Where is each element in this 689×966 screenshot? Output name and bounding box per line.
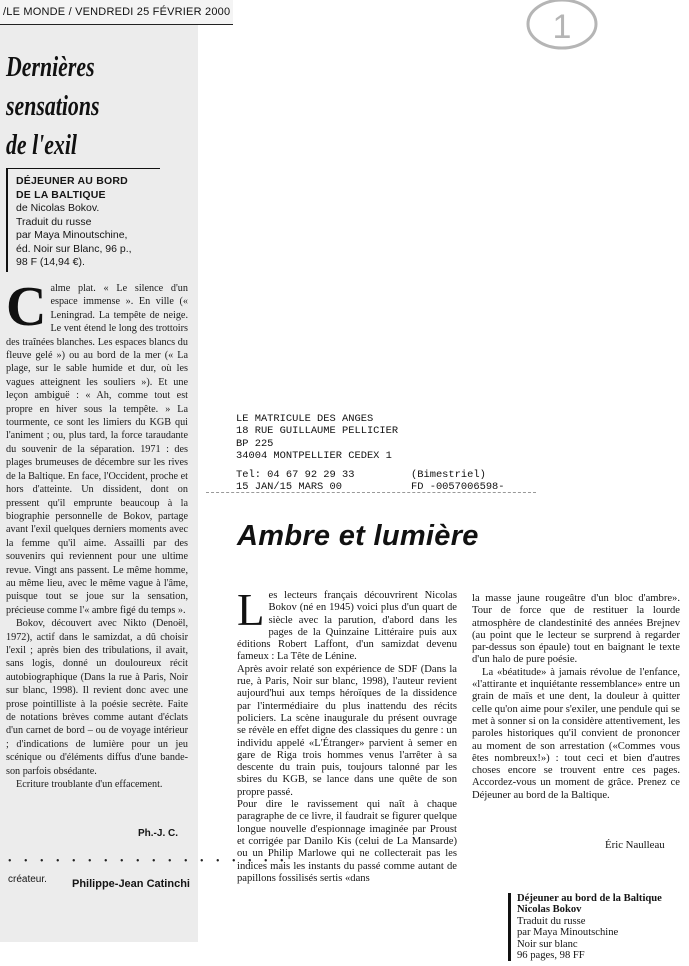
handwritten-number: 1	[552, 8, 572, 46]
ref-book-title-1: DÉJEUNER AU BORD	[16, 175, 128, 187]
clipping-body	[6, 276, 188, 842]
clipping-paragraph-1-text: alme plat. « Le silence d'un espace immense ». En ville (« Leningrad. La tempête de neige. Le vent étend le long des trottoirs des traînées blanches. Les espaces blancs du fleuve gelé ») ou au bord de la mer (« La plage, sur le sable humide et dur, où les vagues atteignent les souliers »). Et une leçon ambiguë : « Ah, comme tout est propre en hiver sous la tempête. » La tourmente, ce sont les limiers du KGB qui l'animent ; ou, plus tard, la force taraudante du souvenir de la séparation. 1971 : des plages brumeuses de décembre sur les rives de la Baltique. En face, l'Occident, proche et hors d'atteinte. Un dissident, dont on pressent qu'il emprunte beaucoup à la biographie personnelle de Bokov, partage avant l'exil quelques derniers moments avec la femme qu'il aime. Assailli par des souvenirs qui reviennent pour une ultime revue. Vingt ans passent. Le même homme, au même lieu, avec le même vague à l'âme, puisque tout se joue sur la sensation, précieuse comme l'« ambre figé du temps ».	[6, 283, 188, 616]
article-paragraph-1-text: es lecteurs français découvrirent Nicolas Bokov (né en 1945) voici plus d'un quart de siècle avec la parution, d'abord dans les pages de la Quinzaine Littéraire puis aux éditions Robert Laffont, d'un samizdat devenu fameux : La Tête de Lénine.	[237, 590, 457, 663]
label-line-3: BP 225	[236, 437, 274, 450]
label-divider	[206, 492, 536, 493]
label-line-2: 18 RUE GUILLAUME PELLICIER	[236, 425, 399, 438]
le-monde-header: /LE MONDE / VENDREDI 25 FÉVRIER 2000	[0, 0, 233, 25]
article-title: Ambre et lumière	[237, 520, 479, 552]
article-author: Éric Naulleau	[605, 839, 665, 851]
clipping-title-line-1: Dernières	[6, 52, 95, 83]
book-author: Nicolas Bokov	[517, 904, 582, 916]
label-periodicity: (Bimestriel)	[411, 469, 486, 481]
article-paragraph-4: la masse jaune rougeâtre d'un bloc d'ambre». Tour de force que de restituer la lourde atmosphère de clandestinité des années Brejnev (au point que le lecteur se surprend à regarder par-dessus son épaule) tout en baignant le texte d'un halo de pure poésie.	[472, 593, 680, 666]
label-line-1: LE MATRICULE DES ANGES	[236, 413, 374, 425]
ref-author: de Nicolas Bokov.	[16, 202, 100, 214]
ref-translator: par Maya Minoutschine,	[16, 229, 128, 241]
label-line-4: 34004 MONTPELLIER CEDEX 1	[236, 450, 392, 463]
clipping-title-line-3: de l'exil	[6, 130, 77, 161]
article-column-1	[237, 585, 457, 885]
ref-translated: Traduit du russe	[16, 215, 92, 228]
book-pages-price: 96 pages, 98 FF	[517, 950, 585, 962]
book-translated: Traduit du russe	[517, 915, 586, 927]
ref-price: 98 F (14,94 €).	[16, 256, 85, 268]
label-tel: Tel: 04 67 92 29 33	[236, 469, 355, 481]
article-column-2	[472, 593, 680, 802]
clipping-title-line-2: sensations	[6, 91, 100, 122]
article-paragraph-2: Après avoir relaté son expérience de SDF (Dans la rue, à Paris, Noir sur blanc, 1998), l'auteur revient aujourd'hui aux temps héroïques de la dissidence par l'intermédiaire du plus inattendu des récits policiers. La scène inaugurale du présent ouvrage se révèle en effet digne des classiques du genre : un individu appelé «L'Étranger» parvient à semer en gare de Riga trois hommes venus l'arrêter à sa descente du train puis, toujours talonné par les sbires du KGB, se lance dans une quête de son propre passé.	[237, 663, 457, 798]
clipping-paragraph-3: Ecriture troublante d'un effacement.	[16, 779, 163, 791]
ref-book-title-2: DE LA BALTIQUE	[16, 188, 106, 201]
handwritten-page-number-circle	[522, 0, 602, 56]
article-book-box	[508, 893, 689, 961]
mailing-label-ref	[411, 469, 521, 494]
clipping-dot-separator: • • • • • • • • • • • • • • • • • •	[8, 856, 289, 867]
label-ref-code: FD -0057006598-	[411, 481, 505, 494]
clipping-dropcap: C	[6, 276, 47, 338]
book-title: Déjeuner au bord de la Baltique	[517, 893, 662, 904]
clipping-paragraph-2: Bokov, découvert avec Nikto (Denoël, 1972), actif dans le samizdat, a dû choisir l'exil ; après bien des tribulations, il avait, sans logis, donné un douloureux récit autobiographique (Dans la rue à Paris, Noir sur blanc, 1998). Il revient donc avec une prose pointilliste à la poésie secrète. Faite de notations brèves comme autant d'éclats d'un carnet de bord – ou de voyage intérieur ; d'indications de lumière pour un jeu scénique ou d'éléments diffus d'une bande-son parfois obsédante.	[6, 618, 188, 777]
mailing-label-address	[236, 413, 536, 463]
clipping-title	[6, 48, 146, 165]
article-paragraph-1	[237, 585, 457, 664]
clipping-footer-label: créateur.	[8, 874, 47, 885]
article-dropcap: L	[237, 585, 265, 635]
clipping-footer-name: Philippe-Jean Catinchi	[72, 878, 190, 890]
article-paragraph-5: La «béatitude» à jamais révolue de l'enfance, «l'attirante et inquiétante ressemblance» entre un grain de maïs et une dent, la douleur à quitter celle qu'on aime pour s'exiler, une pendule qui se met à sonner si on la considère attentivement, les paroles historiques qu'il convient de prononcer au moment de son arrestation («Commes vous êtes nombreux!») : tout ceci et bien d'autres choses encore se trouvent entre ces pages. Accordez-vous un moment de grâce. Prenez ce Déjeuner au bord de la Baltique.	[472, 666, 680, 801]
ref-publisher: éd. Noir sur Blanc, 96 p.,	[16, 242, 132, 255]
clipping-signature: Ph.-J. C.	[138, 828, 179, 839]
clipping-paragraph-1	[6, 276, 188, 617]
label-dates: 15 JAN/15 MARS 00	[236, 481, 343, 494]
book-publisher: Noir sur blanc	[517, 938, 578, 950]
article-paragraph-3: Pour dire le ravissement qui naît à chaque paragraphe de ce livre, il faudrait se figurer quelque longue nouvelle d'espionnage imaginée par Proust et corrigée par Danilo Kis (celui de La Mansarde) ou un Philip Marlowe qui ne collecterait pas les indices mais les instants du passé comme autant de papillons fossilisés sertis «dans	[237, 799, 457, 884]
book-translator: par Maya Minoutschine	[517, 927, 619, 939]
clipping-book-reference	[6, 168, 160, 272]
